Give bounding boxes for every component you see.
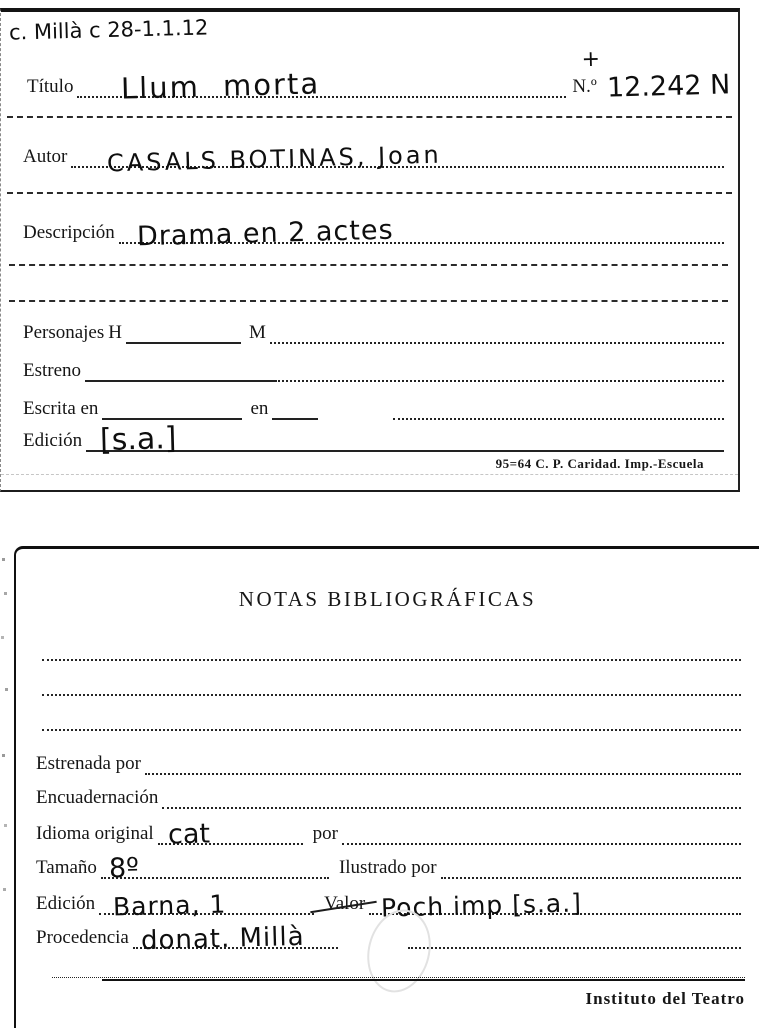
edicion2-fill-line (99, 881, 314, 922)
plus-mark-handwritten: + (581, 46, 601, 73)
numero-value-handwritten: 12.242 N (606, 69, 731, 104)
corner-note-handwritten: c. Millà c 28-1.1.12 (8, 15, 209, 45)
personajes-h-line (126, 312, 241, 344)
personajes-m-line (270, 312, 724, 344)
top-catalog-card (0, 8, 740, 492)
notes-line-2 (42, 694, 741, 696)
titulo-value-handwritten: Llum morta (121, 66, 321, 106)
tamano-fill-line (101, 847, 329, 885)
procedencia-value-handwritten: donat. Millà (140, 921, 305, 957)
edicion-fill-line (86, 416, 724, 458)
descripcion-value-handwritten: Drama en 2 actes (136, 214, 394, 253)
scan-edge-dashes (1, 474, 738, 475)
edicion2-value-handwritten: Barna, 1 (112, 889, 227, 922)
titulo-label: Título (27, 76, 74, 97)
blank-line-2 (9, 300, 728, 302)
notas-title: NOTAS BIBLIOGRÁFICAS (238, 587, 537, 611)
personajes-m-label: M (249, 322, 266, 343)
idioma-value-handwritten: cat (167, 818, 211, 851)
numero-group (566, 46, 731, 104)
instituto-footer: Instituto del Teatro (585, 989, 745, 1008)
valor-label-wrap (314, 894, 369, 915)
idioma-por-line (342, 813, 741, 845)
separator-line-1 (7, 116, 732, 118)
tamano-value-handwritten: 8º (108, 852, 140, 885)
footer-rule-dotted (52, 977, 745, 978)
autor-row (23, 130, 724, 178)
bottom-notes-card (14, 546, 759, 1028)
tamano-label: Tamaño (36, 857, 97, 878)
idioma-por-label: por (312, 823, 338, 844)
idioma-fill-line (158, 813, 303, 851)
titulo-row (27, 46, 731, 106)
valor-fill-line (369, 881, 741, 923)
valor-label: Valor (324, 893, 366, 914)
estrenada-por-row (36, 745, 741, 775)
procedencia-right-line (408, 915, 741, 949)
valor-value-handwritten: Poch imp [s.a.] (380, 888, 583, 923)
autor-value-handwritten: CASALS BOTINAS, Joan (107, 140, 443, 178)
procedencia-fill-line (133, 915, 338, 957)
edicion-valor-row (36, 881, 741, 923)
estreno-line-dotted (275, 350, 724, 382)
personajes-h-label: H (108, 322, 122, 343)
estreno-line-solid (85, 350, 275, 382)
personajes-label: Personajes (23, 322, 105, 343)
scan-noise (2, 558, 5, 561)
procedencia-label: Procedencia (36, 927, 129, 948)
ilustrado-por-label: Ilustrado por (338, 857, 437, 878)
estrenada-por-line (145, 745, 741, 775)
notes-line-3 (42, 729, 741, 731)
edicion-value-handwritten: [s.a.] (99, 421, 178, 458)
edicion-row (23, 416, 724, 458)
autor-fill-line (71, 130, 724, 178)
descripcion-fill-line (119, 204, 724, 253)
escrita-en-en-label: en (250, 398, 269, 419)
edicion-label: Edición (23, 430, 83, 451)
encuadernacion-line (162, 779, 741, 809)
footer-rule-solid (102, 979, 745, 981)
titulo-fill-line (77, 60, 566, 106)
encuadernacion-label: Encuadernación (36, 787, 159, 808)
estrenada-por-label: Estrenada por (36, 753, 141, 774)
descripcion-label: Descripción (23, 222, 115, 243)
idioma-row (36, 813, 741, 851)
notes-line-1 (42, 659, 741, 661)
numero-label: N.º (572, 76, 597, 97)
personajes-row (23, 312, 724, 344)
printer-credit: 95=64 C. P. Caridad. Imp.-Escuela (495, 456, 704, 471)
separator-line-2 (7, 192, 732, 194)
idioma-label: Idioma original (36, 823, 154, 844)
ilustrado-por-line (441, 847, 741, 879)
escrita-en-label: Escrita en (23, 398, 99, 419)
encuadernacion-row (36, 779, 741, 809)
blank-line-1 (9, 264, 728, 266)
edicion2-label: Edición (36, 893, 96, 914)
descripcion-row (23, 204, 724, 253)
estreno-row (23, 350, 724, 382)
autor-label: Autor (23, 146, 68, 167)
estreno-label: Estreno (23, 360, 82, 381)
tamano-row (36, 847, 741, 885)
